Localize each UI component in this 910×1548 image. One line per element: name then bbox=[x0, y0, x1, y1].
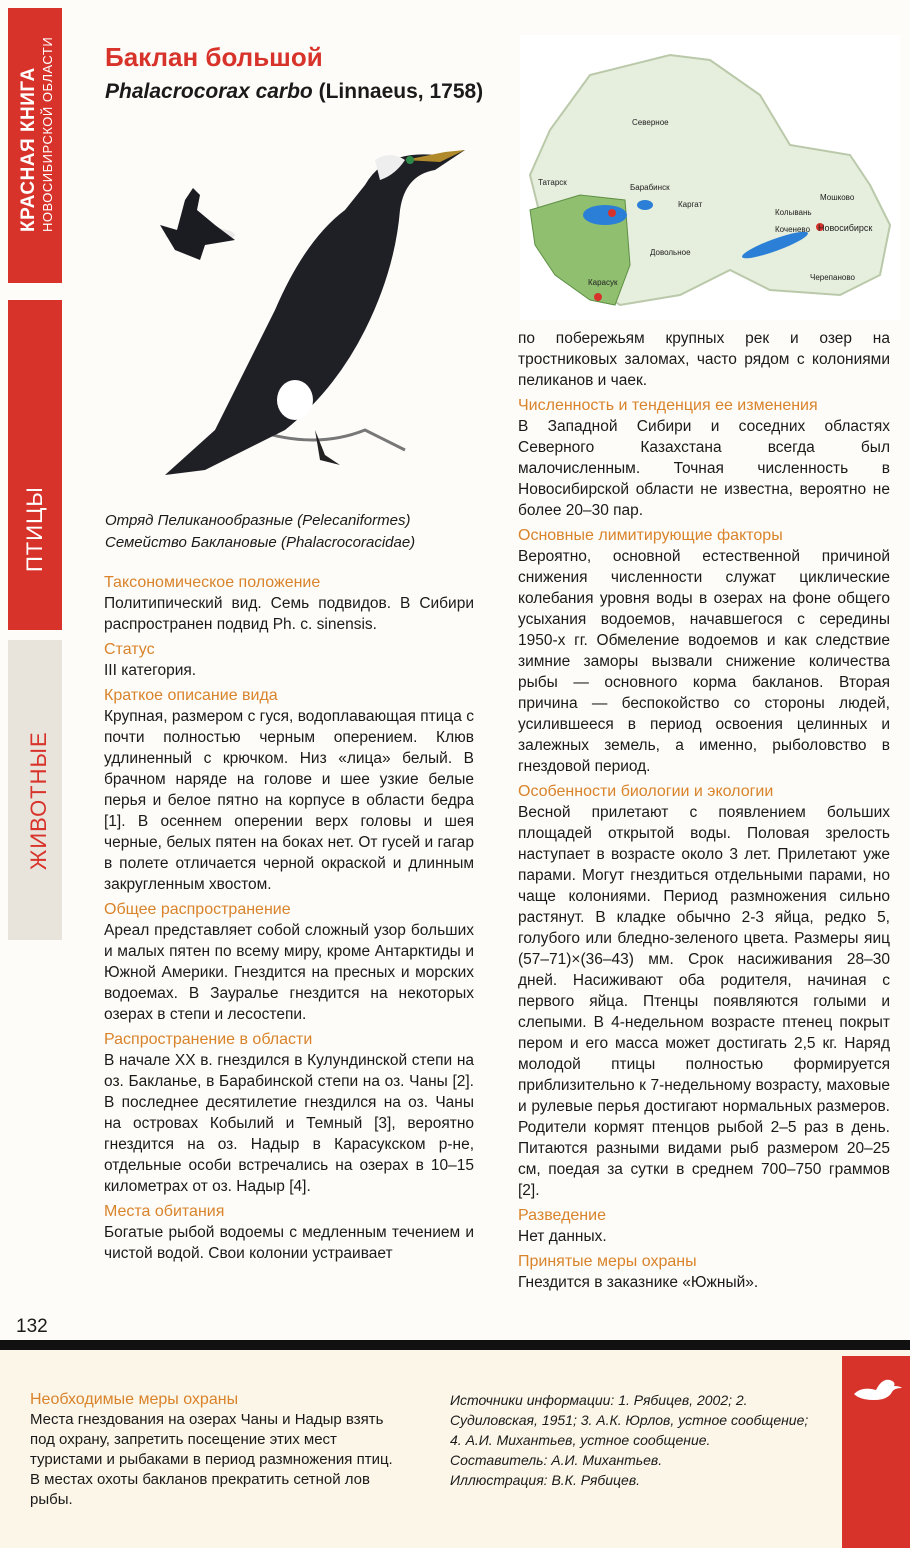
section-heading: Распространение в области bbox=[104, 1031, 313, 1048]
sources-block bbox=[450, 1390, 810, 1490]
section-text: В Западной Сибири и соседних областях Северного Казахстана всегда был малочисленным. Точная численность в Новосибирской области не известна, вероятно не более 20–30 пар. bbox=[518, 418, 890, 519]
footer-heading: Необходимые меры охраны bbox=[30, 1391, 239, 1408]
left-column bbox=[104, 568, 474, 1264]
section-heading: Численность и тенденция ее изменения bbox=[518, 397, 818, 414]
map-label: Колывань bbox=[775, 208, 812, 217]
map-label: Северное bbox=[632, 118, 669, 127]
section-heading: Особенности биологии и экологии bbox=[518, 783, 774, 800]
section-heading: Принятые меры охраны bbox=[518, 1253, 697, 1270]
map-label: Каргат bbox=[678, 200, 703, 209]
taxonomy-block bbox=[105, 510, 415, 554]
compiler-text: Составитель: А.И. Михантьев. bbox=[450, 1452, 663, 1468]
map-label: Татарск bbox=[538, 178, 567, 187]
section-heading: Основные лимитирующие факторы bbox=[518, 527, 783, 544]
section-text: В начале XX в. гнездился в Кулундинской степи на оз. Бакланье, в Барабинской степи на оз. Чаны [2]. В последнее десятилетие гнездился на оз. Чаны на островах Кобылий и Темный [3], вероятно гнездится на оз. Надыр в Карасукском р-не, отдельные особи встречались на озерах в 10–15 километрах от оз. Надыр [4]. bbox=[104, 1052, 474, 1195]
map-label: Черепаново bbox=[810, 273, 855, 282]
illustration-credit: Иллюстрация: В.К. Рябицев. bbox=[450, 1472, 641, 1488]
category-label: ЖИВОТНЫЕ bbox=[26, 731, 51, 870]
section-heading: Статус bbox=[104, 641, 155, 658]
cormorant-illustration bbox=[105, 130, 505, 500]
sidebar-section-block bbox=[8, 300, 62, 630]
section-heading: Таксономическое положение bbox=[104, 574, 321, 591]
section-text: Вероятно, основной естественной причиной снижения численности служат циклические колебания уровня воды в озерах на фоне общего усыхания водоемов, начавшегося с середины 1950-х гг. Обмеление водоемов и как следствие зимние заморы вызвали снижение количества рыбы — основного корма бакланов. Вторая причина — беспокойство со стороны людей, усилившееся в период освоения целинных и залежных земель, а именно, рыболовство в гнездовой период. bbox=[518, 548, 890, 775]
map-label: Коченево bbox=[775, 225, 811, 234]
sources-text: Источники информации: 1. Рябицев, 2002; 2. Судиловская, 1951; 3. А.К. Юрлов, устное сообщение; 4. А.И. Михантьев, устное сообщение. bbox=[450, 1392, 809, 1448]
family-line: Семейство Баклановые (Phalacrocoracidae) bbox=[105, 534, 416, 551]
map-label: Барабинск bbox=[630, 183, 670, 192]
section-text: Ареал представляет собой сложный узор больших и малых пятен по всему миру, кроме Антарктиды и Южной Америки. Гнездится на пресных и морских водоемах. В Зауралье гнездится на некоторых озерах в степи и лесостепи. bbox=[104, 922, 474, 1023]
map-label: Карасук bbox=[588, 278, 618, 287]
sidebar bbox=[0, 0, 70, 1340]
bird-icon bbox=[842, 1356, 910, 1416]
section-text: Гнездится в заказнике «Южный». bbox=[518, 1274, 759, 1291]
section-text: Политипический вид. Семь подвидов. В Сибири распространен подвид Ph. c. sinensis. bbox=[104, 595, 474, 633]
footer-text: Места гнездования на озерах Чаны и Надыр взять под охрану, запретить посещение этих мест туристами и рыбаками в период размножения птиц. В местах охоты бакланов прекратить сетной лов рыбы. bbox=[30, 1411, 393, 1508]
latin-binomial: Phalacrocorax carbo bbox=[105, 80, 313, 103]
section-text: III категория. bbox=[104, 662, 197, 679]
latin-name bbox=[105, 80, 483, 104]
right-column bbox=[518, 328, 890, 1293]
order-line: Отряд Пеликанообразные (Pelecaniformes) bbox=[105, 512, 411, 529]
map-label: Новосибирск bbox=[818, 223, 873, 233]
map-label: Довольное bbox=[650, 248, 691, 257]
page-number: 132 bbox=[16, 1316, 48, 1337]
map-label: Мошково bbox=[820, 193, 855, 202]
section-text: Нет данных. bbox=[518, 1228, 607, 1245]
section-text: Богатые рыбой водоемы с медленным течением и чистой водой. Свои колонии устраивает bbox=[104, 1224, 474, 1262]
section-heading: Краткое описание вида bbox=[104, 687, 278, 704]
section-heading: Места обитания bbox=[104, 1203, 225, 1220]
section-text: Крупная, размером с гуся, водоплавающая птица с почти полностью черным оперением. Клюв удлиненный с крючком. Низ «лица» белый. В брачном наряде на голове и шее узкие белые перья и белое пятно на корпусе в области бедра [1]. В осеннем оперении верх головы и шея черные, белых пятен на боках нет. От гусей и гагар в полете отличается черной окраской и длинным закругленным хвостом. bbox=[104, 708, 474, 893]
section-text: по побережьям крупных рек и озер на тростниковых заломах, часто рядом с колониями пеликанов и чаек. bbox=[518, 330, 890, 389]
section-text: Весной прилетают с появлением больших площадей открытой воды. Половая зрелость наступает в возрасте около 3 лет. Прилетают уже парами. Могут гнездиться отдельными парами, но чаще колониями. Период размножения сильно растянут. В кладке обычно 2-3 яйца, редко 5, голубого или бледно-зеленого цвета. Размеры яиц (57–71)×(36–43) мм. Срок насиживания 28–30 дней. Насиживают оба родителя, начиная с первого яйца. Птенцы появляются голыми и слепыми. В 4-недельном возрасте птенец покрыт пером и его масса может достигать 2,5 кг. Наряд молодой птицы полностью формируется приблизительно к 7-недельному возрасту, маховые и рулевые перья достигают нормальных размеров. Родители кормят птенцов рыбой 2–5 раз в день. Питаются разными видами рыб размером 20–25 см, поедая за сутки в среднем 700–750 граммов [2]. bbox=[518, 804, 890, 1199]
necessary-measures bbox=[30, 1390, 400, 1510]
footer-tab bbox=[842, 1356, 910, 1548]
section-label: ПТИЦЫ bbox=[22, 486, 47, 572]
section-heading: Разведение bbox=[518, 1207, 606, 1224]
book-subtitle: НОВОСИБИРСКОЙ ОБЛАСТИ bbox=[40, 36, 55, 232]
latin-author: (Linnaeus, 1758) bbox=[318, 80, 484, 103]
section-heading: Общее распространение bbox=[104, 901, 291, 918]
footer-divider bbox=[0, 1340, 910, 1350]
book-title: КРАСНАЯ КНИГА bbox=[18, 67, 39, 232]
page-title: Баклан большой bbox=[105, 42, 323, 72]
distribution-map bbox=[520, 35, 900, 320]
